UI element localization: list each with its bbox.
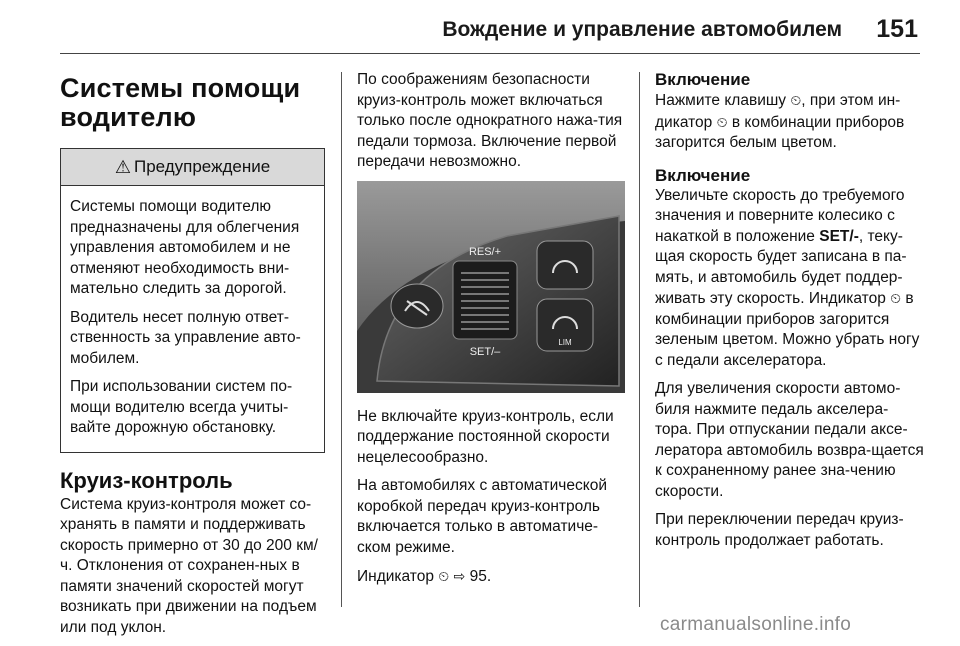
page-reference-arrow-icon: ⇨ xyxy=(453,568,466,584)
enable-text-3: в комбинации приборов загорится белым цветом. xyxy=(655,113,905,151)
indicator-page-ref: 95. xyxy=(469,568,492,585)
warning-header xyxy=(61,149,324,186)
warning-box xyxy=(60,148,325,453)
enable-text-2: , при этом ин-дикатор xyxy=(655,92,901,131)
warning-paragraph: Системы помощи водителю предназначены для облегчения управления автомобилем и не отменяют необходимость вни-мательно следить за дорогой. xyxy=(70,198,300,297)
activate-paragraph xyxy=(655,186,925,372)
warning-paragraph: Водитель несет полную ответ-ственность за управление авто-мобилем. xyxy=(70,308,301,367)
accelerate-paragraph: Для увеличения скорости автомо-биля нажмите педаль акселера-тора. При отпускании педали аксе-лератора автомобиль возвра-щается к сохраненному ранее зна-чению скорости. xyxy=(655,380,924,500)
usage-paragraph: Не включайте круиз-контроль, если поддержание постоянной скорости нецелесообразно. xyxy=(357,407,614,466)
enable-paragraph xyxy=(655,90,925,154)
cruise-indicator-icon: ⏲ xyxy=(790,92,802,108)
activate-text-2: , теку-щая скорость будет записана в па-мять, и автомобиль будет поддер-живать эту скорость. Индикатор xyxy=(655,227,907,307)
column-3 xyxy=(655,70,925,559)
indicator-reference xyxy=(357,566,625,588)
section-heading-activate: Включение xyxy=(655,165,751,185)
header-title: Вождение и управление автомобилем xyxy=(442,18,842,41)
heading-line-2: водителю xyxy=(60,102,197,132)
set-label: SET/– xyxy=(469,345,501,358)
indicator-prefix: Индикатор xyxy=(357,568,434,585)
safety-paragraph: По соображениям безопасности круиз-контроль может включаться только после однократного нажа-тия педали тормоза. Включение первой передачи невозможно. xyxy=(357,71,623,170)
gear-shift-paragraph: При переключении передач круиз-контроль продолжает работать. xyxy=(655,511,904,549)
section-heading-enable: Включение xyxy=(655,70,751,89)
res-label: RES/+ xyxy=(468,245,502,258)
cruise-indicator-icon: ⏲ xyxy=(438,568,450,584)
section-heading-driver-assist xyxy=(60,74,325,132)
activate-text-1: Увеличьте скорость до требуемого значения и поверните колесико с накаткой в положение xyxy=(655,186,905,245)
watermark: carmanualsonline.info xyxy=(660,614,852,635)
column-1 xyxy=(60,70,325,646)
page-number: 151 xyxy=(876,15,918,43)
cruise-intro-paragraph: Система круиз-контроля может со-хранять в памяти и поддерживать скорость примерно от 30 до 200 км/ч. Отклонения от сохранен-ных в памяти значений скоростей могут возникать при движении на подъем или под уклон. xyxy=(60,495,318,636)
steering-wheel-buttons-figure xyxy=(357,181,625,393)
warning-body xyxy=(61,186,324,452)
column-2 xyxy=(357,70,625,596)
cruise-indicator-icon: ⏲ xyxy=(890,290,902,306)
heading-line-1: Системы помощи xyxy=(60,73,301,103)
warning-title: Предупреждение xyxy=(133,157,271,176)
column-divider-2 xyxy=(639,72,640,607)
page-header xyxy=(0,0,960,52)
column-divider-1 xyxy=(341,72,342,607)
section-heading-cruise-control: Круиз-контроль xyxy=(60,467,233,493)
enable-text-1: Нажмите клавишу xyxy=(655,92,787,109)
header-divider xyxy=(60,53,920,54)
automatic-paragraph: На автомобилях с автоматической коробкой передач круиз-контроль включается только в автоматиче-ском режиме. xyxy=(357,477,607,556)
warning-triangle-icon: ⚠ xyxy=(114,156,131,177)
cruise-indicator-icon: ⏲ xyxy=(716,113,728,130)
lim-label: LIM xyxy=(558,337,572,347)
warning-paragraph: При использовании систем по-мощи водителю всегда учиты-вайте дорожную обстановку. xyxy=(70,378,293,436)
set-position-label: SET/- xyxy=(819,227,859,245)
activate-text-3: в комбинации приборов загорится зеленым цветом. Можно убрать ногу с педали акселератора. xyxy=(655,290,920,369)
